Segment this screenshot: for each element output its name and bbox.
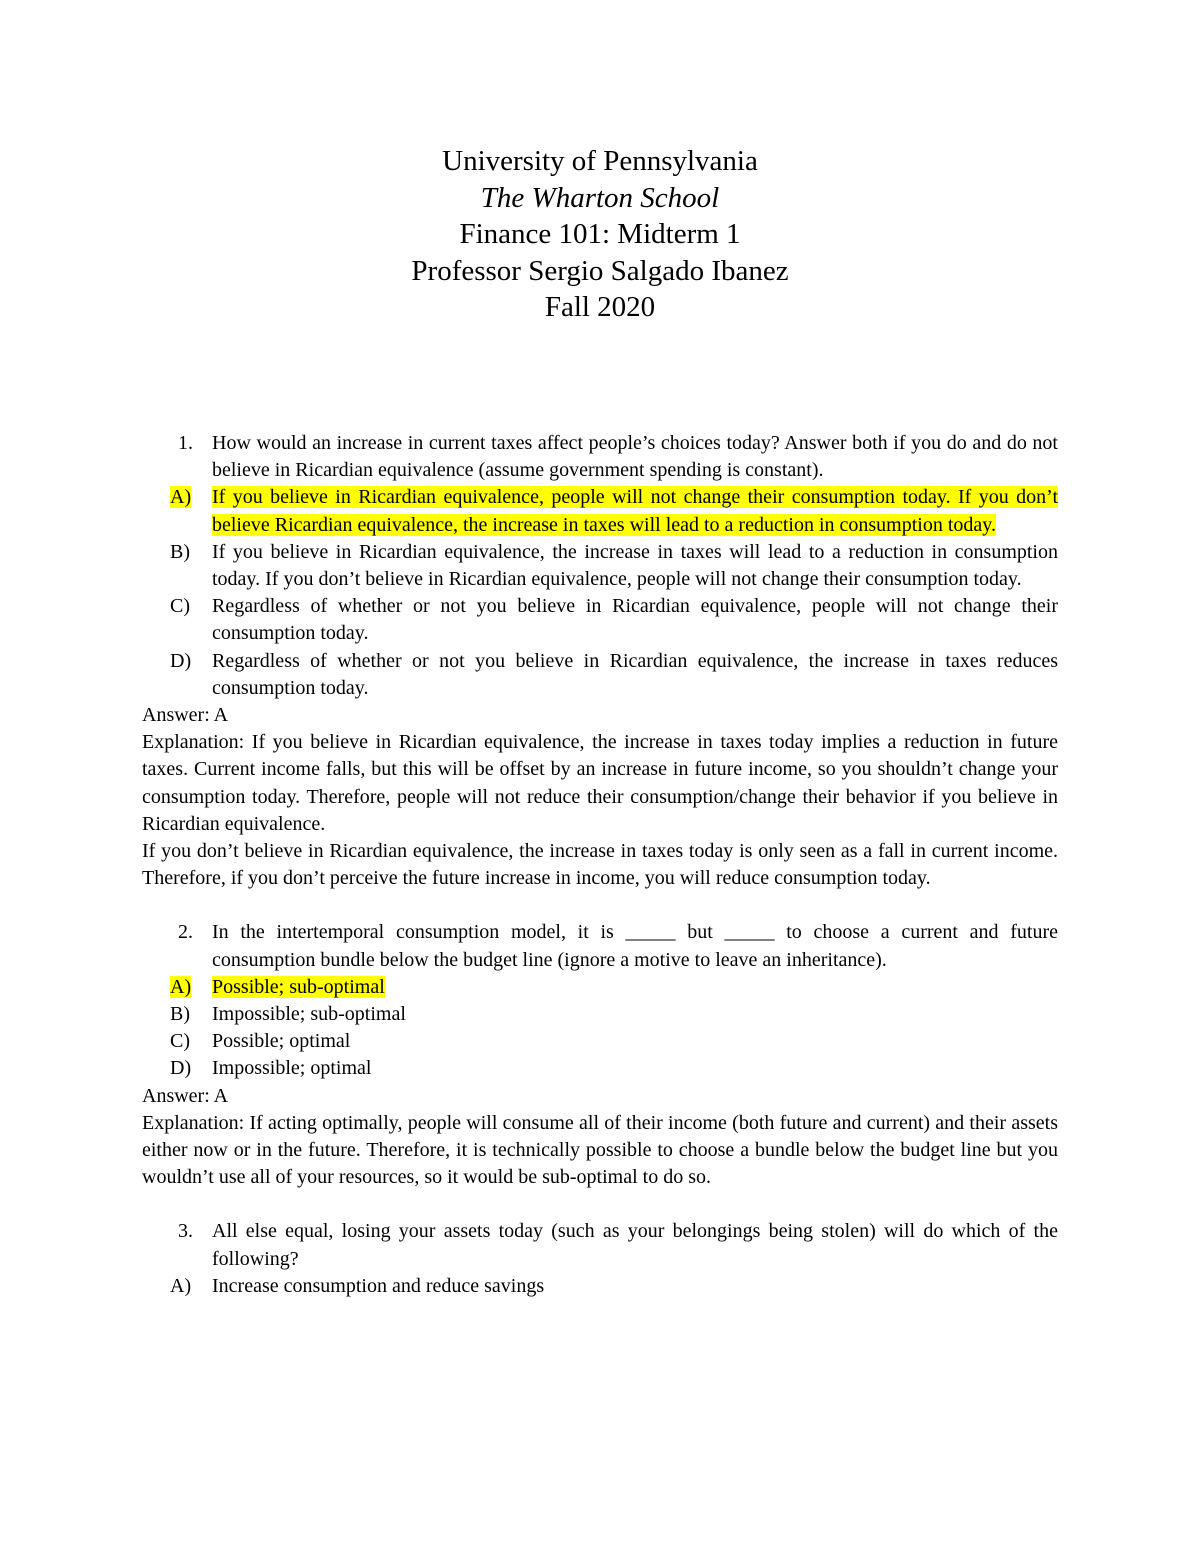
option-text: Regardless of whether or not you believe in Ricardian equivalence, people will not change their consumption today. <box>212 595 1058 645</box>
option-text: Possible; sub-optimal <box>212 975 385 998</box>
question-1 <box>142 430 1058 484</box>
option-text: If you believe in Ricardian equivalence, people will not change their consumption today. If you don’t believe Ricardian equivalence, the increase in taxes will lead to a reduction in consumption today. <box>212 486 1058 536</box>
option-text: Regardless of whether or not you believe in Ricardian equivalence, the increase in taxes reduces consumption today. <box>212 649 1058 699</box>
professor-name: Professor Sergio Salgado Ibanez <box>411 254 789 287</box>
question-3 <box>142 1218 1058 1272</box>
option-text: Increase consumption and reduce savings <box>212 1274 545 1297</box>
option-label: B) <box>170 1003 190 1026</box>
answer-line: Answer: A <box>142 1084 229 1107</box>
option-label: B) <box>170 540 190 563</box>
option-label: A) <box>170 1274 192 1297</box>
title-block <box>0 143 1200 326</box>
question-prompt: How would an increase in current taxes affect people’s choices today? Answer both if you do and do not believe in Ricardian equivalence (assume government spending is constant). <box>212 432 1058 482</box>
option-label: A) <box>170 486 192 509</box>
option-d <box>142 1055 1058 1082</box>
option-d <box>142 648 1058 702</box>
option-c <box>142 593 1058 647</box>
term: Fall 2020 <box>544 291 656 323</box>
course-title: Finance 101: Midterm 1 <box>459 218 741 250</box>
option-text: Possible; optimal <box>212 1030 351 1053</box>
option-label: A) <box>170 975 192 998</box>
question-number: 1. <box>178 432 193 454</box>
option-a <box>142 484 1058 538</box>
option-b <box>142 1001 1058 1028</box>
option-label: D) <box>170 1057 192 1080</box>
option-a <box>142 974 1058 1001</box>
question-number: 3. <box>178 1220 193 1243</box>
option-a <box>142 1273 1058 1300</box>
question-number: 2. <box>178 921 193 944</box>
school-name: The Wharton School <box>480 181 720 214</box>
option-c <box>142 1028 1058 1055</box>
option-label: C) <box>170 595 190 618</box>
option-label: C) <box>170 1030 190 1053</box>
explanation-paragraph: Explanation: If you believe in Ricardian equivalence, the increase in taxes today implies a reduction in future taxes. Current income falls, but this will be offset by an increase in future income, so you shouldn’t change your consumption today. Therefore, people will not reduce their consumption/change their behavior if you believe in Ricardian equivalence. <box>142 731 1058 835</box>
question-prompt: All else equal, losing your assets today (such as your belongings being stolen) will do which of the following? <box>212 1220 1058 1270</box>
option-text: If you believe in Ricardian equivalence, the increase in taxes will lead to a reduction in consumption today. If you don’t believe in Ricardian equivalence, people will not change their consumption today. <box>212 540 1058 591</box>
option-text: Impossible; sub-optimal <box>212 1003 406 1026</box>
answer-line: Answer: A <box>142 704 229 727</box>
option-b <box>142 539 1058 593</box>
university-name: University of Pennsylvania <box>442 145 758 177</box>
question-prompt: In the intertemporal consumption model, it is _____ but _____ to choose a current and future consumption bundle below the budget line (ignore a motive to leave an inheritance). <box>212 921 1058 971</box>
option-text: Impossible; optimal <box>212 1057 372 1080</box>
explanation-paragraph: If you don’t believe in Ricardian equivalence, the increase in taxes today is only seen as a fall in current income. Therefore, if you don’t perceive the future increase in income, you will reduce consumption today. <box>142 840 1058 890</box>
explanation-paragraph: Explanation: If acting optimally, people will consume all of their income (both future and current) and their assets either now or in the future. Therefore, it is technically possible to choose a bundle below the budget line but you wouldn’t use all of your resources, so it would be sub-optimal to do so. <box>142 1111 1058 1189</box>
question-2 <box>142 919 1058 973</box>
option-label: D) <box>170 649 192 672</box>
questions-body <box>142 430 1058 1300</box>
